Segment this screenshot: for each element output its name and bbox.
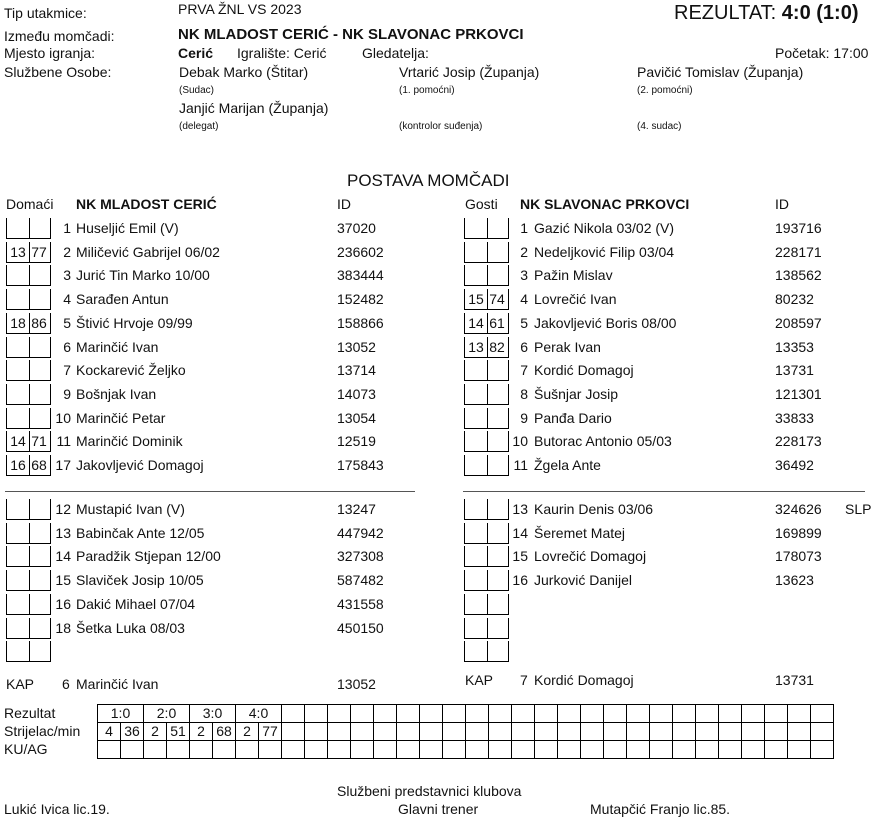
izmedu-label: Između momčadi:: [4, 28, 115, 44]
player-id: 13623: [775, 572, 814, 589]
player-name: Kockarević Željko: [76, 362, 186, 379]
minute-box: [6, 641, 30, 662]
official-role: (2. pomoćni): [637, 85, 693, 96]
minute-box: 16: [6, 455, 30, 476]
official-role: (Sudac): [179, 85, 215, 96]
score-grid-cell: [420, 705, 443, 723]
score-grid-cell: [788, 705, 811, 723]
minute-box: 15: [464, 289, 488, 310]
player-name: Miličević Gabrijel 06/02: [76, 243, 220, 260]
score-grid-cell: [443, 705, 466, 723]
minute-box: [28, 641, 51, 662]
player-id: 228171: [775, 243, 822, 260]
score-grid-cell: 2:0: [144, 705, 190, 723]
mjesto-value: Cerić: [178, 45, 214, 61]
kuag-row-label: KU/AG: [4, 741, 48, 757]
official-name: Vrtarić Josip (Županja): [399, 64, 540, 80]
score-grid-cell: [374, 705, 397, 723]
rezultat-value: 4:0 (1:0): [781, 2, 859, 24]
player-name: Gazić Nikola 03/02 (V): [534, 220, 675, 236]
minute-box: [464, 618, 488, 639]
player-name: Kordić Domagoj: [534, 362, 634, 379]
player-name: Marinčić Petar: [76, 409, 166, 426]
away-team: NK SLAVONAC PRKOVCI: [520, 196, 690, 212]
score-grid-cell: [282, 741, 305, 759]
score-grid-cell: [466, 705, 489, 723]
player-number: 14: [55, 548, 71, 565]
player-id: 121301: [775, 385, 822, 402]
minute-box: [6, 408, 30, 429]
score-grid-cell: [420, 741, 443, 759]
player-id: 175843: [337, 457, 384, 473]
score-grid-cell: [788, 741, 811, 759]
score-grid-cell: [765, 723, 788, 741]
score-grid-cell: 2: [236, 723, 259, 741]
score-grid-cell: [535, 741, 558, 759]
score-grid-row: [98, 723, 834, 741]
player-number: 13: [512, 501, 528, 517]
player-name: Lovrečić Ivan: [534, 291, 617, 308]
player-name: Panđa Dario: [534, 409, 612, 426]
score-grid-cell: [512, 723, 535, 741]
score-grid-cell: 3:0: [190, 705, 236, 723]
minute-box: [464, 384, 488, 405]
score-grid-cell: [811, 741, 834, 759]
player-number: 2: [63, 243, 71, 260]
score-grid-cell: [650, 723, 673, 741]
official-role: (4. sudac): [637, 121, 682, 132]
player-name: Slaviček Josip 10/05: [76, 572, 204, 589]
match-teams: NK MLADOST CERIĆ - NK SLAVONAC PRKOVCI: [178, 26, 524, 43]
player-id: 80232: [775, 291, 814, 308]
player-name: Huseljić Emil (V): [76, 220, 179, 236]
player-name: Mustapić Ivan (V): [76, 501, 185, 517]
away-side-label: Gosti: [465, 196, 498, 212]
score-grid-cell: [535, 705, 558, 723]
osobe-label: Službene Osobe:: [4, 64, 112, 80]
player-id: 383444: [337, 267, 384, 284]
score-grid-cell: [535, 723, 558, 741]
strijelac-row-label: Strijelac/min: [4, 723, 81, 739]
score-grid-cell: [558, 723, 581, 741]
score-grid-cell: [558, 741, 581, 759]
player-id: 13247: [337, 501, 376, 517]
player-name: Butorac Antonio 05/03: [534, 433, 672, 450]
player-number: 4: [520, 291, 528, 308]
player-id: 13731: [775, 362, 814, 379]
minute-box: [6, 218, 30, 239]
home-kap-id: 13052: [337, 676, 376, 692]
minute-box: [464, 242, 488, 263]
score-grid-cell: [328, 741, 351, 759]
official-role: (1. pomoćni): [399, 85, 455, 96]
score-grid-cell: [305, 705, 328, 723]
official-role: (kontrolor suđenja): [399, 121, 483, 132]
score-grid-cell: [719, 723, 742, 741]
tip-value: PRVA ŽNL VS 2023: [178, 1, 302, 17]
player-number: 2: [520, 243, 528, 260]
score-grid-cell: [512, 705, 535, 723]
away-kap-name: Kordić Domagoj: [534, 672, 634, 688]
score-grid-cell: 4:0: [236, 705, 282, 723]
player-id: 158866: [337, 314, 384, 331]
score-grid-cell: [98, 741, 121, 759]
score-grid-cell: [489, 705, 512, 723]
official-role: (delegat): [179, 121, 219, 132]
score-grid-cell: [236, 741, 259, 759]
minute-box: [486, 641, 509, 662]
player-id: 33833: [775, 409, 814, 426]
minute-box: [6, 570, 30, 591]
igraliste: Igralište: Cerić: [237, 45, 327, 61]
minute-box: [464, 431, 488, 452]
score-grid-cell: [305, 741, 328, 759]
player-name: Marinčić Dominik: [76, 433, 183, 450]
player-id: 152482: [337, 291, 384, 308]
score-grid-cell: [627, 741, 650, 759]
score-grid-cell: [466, 741, 489, 759]
score-grid-cell: [696, 741, 719, 759]
minute-box: [486, 618, 509, 639]
home-team: NK MLADOST CERIĆ: [76, 196, 217, 212]
player-id: 228173: [775, 433, 822, 450]
score-grid-cell: [167, 741, 190, 759]
minute-box: [6, 265, 30, 286]
player-number: 8: [520, 385, 528, 402]
score-grid-cell: [719, 741, 742, 759]
score-grid-cell: [328, 705, 351, 723]
representative-role: Glavni trener: [398, 801, 479, 817]
tip-label: Tip utakmice:: [4, 5, 87, 21]
player-number: 18: [55, 619, 71, 636]
score-grid-cell: 36: [121, 723, 144, 741]
player-name: Paradžik Stjepan 12/00: [76, 548, 221, 565]
score-grid-cell: [466, 723, 489, 741]
player-name: Perak Ivan: [534, 338, 601, 355]
home-kap-label: KAP: [6, 676, 35, 692]
official-name: Janjić Marijan (Županja): [179, 100, 329, 116]
away-kap-id: 13731: [775, 672, 814, 688]
minute-box: [464, 570, 488, 591]
score-grid-cell: [581, 741, 604, 759]
player-name: Jurković Danijel: [534, 572, 633, 589]
player-number: 17: [55, 457, 71, 473]
player-id: 37020: [337, 220, 376, 236]
minute-box: 71: [28, 431, 51, 452]
player-number: 3: [63, 267, 71, 284]
player-number: 6: [63, 338, 71, 355]
score-grid-cell: [742, 741, 765, 759]
player-number: 10: [512, 433, 528, 450]
player-number: 12: [55, 501, 71, 517]
player-name: Nedeljković Filip 03/04: [534, 243, 675, 260]
score-grid-cell: [190, 741, 213, 759]
score-grid-cell: [581, 723, 604, 741]
away-kap-no: 7: [520, 672, 528, 688]
minute-box: [6, 289, 30, 310]
player-id: 208597: [775, 314, 822, 331]
player-id: 13052: [337, 338, 376, 355]
player-id: 138562: [775, 267, 822, 284]
score-grid-row: [98, 741, 834, 759]
player-name: Žgela Ante: [534, 457, 601, 473]
minute-box: 13: [464, 337, 488, 358]
minute-box: [464, 408, 488, 429]
player-id: 324626: [775, 501, 822, 517]
home-id-label: ID: [337, 196, 351, 212]
home-side-label: Domaći: [6, 196, 54, 212]
player-name: Sarađen Antun: [76, 291, 169, 308]
minute-box: [6, 546, 30, 567]
official-name: Debak Marko (Štitar): [179, 64, 309, 80]
score-grid-cell: [765, 705, 788, 723]
player-id: 12519: [337, 433, 376, 450]
player-number: 16: [512, 572, 528, 589]
player-id: 13714: [337, 362, 376, 379]
away-representative: Mutapčić Franjo lic.85.: [590, 801, 731, 817]
score-grid-cell: [673, 705, 696, 723]
player-number: 1: [63, 220, 71, 236]
score-grid-cell: [673, 723, 696, 741]
home-kap-no: 6: [62, 676, 70, 692]
minute-box: [464, 499, 488, 520]
score-grid-cell: [719, 705, 742, 723]
away-id-label: ID: [775, 196, 789, 212]
score-grid-cell: [742, 723, 765, 741]
score-grid-cell: [581, 705, 604, 723]
score-grid-cell: [696, 705, 719, 723]
score-grid-cell: [397, 723, 420, 741]
minute-box: [6, 360, 30, 381]
player-id: 236602: [337, 243, 384, 260]
rezultat: [674, 1, 859, 25]
score-grid-cell: 68: [213, 723, 236, 741]
player-id: 13054: [337, 409, 376, 426]
score-grid-cell: [374, 741, 397, 759]
score-grid-cell: [650, 705, 673, 723]
minute-box: [464, 641, 488, 662]
player-number: 5: [520, 314, 528, 331]
pocetak: Početak: 17:00: [775, 45, 869, 61]
minute-box: [464, 546, 488, 567]
rezultat-label: REZULTAT:: [674, 2, 777, 24]
minute-box: [464, 218, 488, 239]
score-grid-cell: [765, 741, 788, 759]
player-number: 14: [512, 524, 528, 541]
player-number: 4: [63, 291, 71, 308]
gledatelja: Gledatelja:: [362, 45, 429, 61]
minute-box: [6, 337, 30, 358]
home-representative: Lukić Ivica lic.19.: [4, 801, 110, 817]
score-grid-cell: [811, 723, 834, 741]
player-number: 15: [55, 572, 71, 589]
player-number: 15: [512, 548, 528, 565]
player-id: 36492: [775, 457, 814, 473]
player-number: 16: [55, 595, 71, 612]
score-grid-cell: 77: [259, 723, 282, 741]
player-number: 11: [56, 433, 71, 450]
player-number: 3: [520, 267, 528, 284]
score-grid-cell: [121, 741, 144, 759]
minute-box: [464, 523, 488, 544]
score-grid-cell: [351, 705, 374, 723]
score-grid-cell: [328, 723, 351, 741]
home-kap-name: Marinčić Ivan: [76, 676, 159, 692]
player-id: 587482: [337, 572, 384, 589]
score-grid-cell: [489, 723, 512, 741]
player-number: 13: [55, 524, 71, 541]
minute-box: [6, 594, 30, 615]
score-grid-cell: [443, 741, 466, 759]
player-number: 9: [63, 385, 71, 402]
score-grid-cell: [627, 705, 650, 723]
away-divider: [463, 491, 865, 492]
minute-box: 77: [28, 242, 51, 263]
player-name: Šeremet Matej: [534, 524, 626, 541]
score-grid-cell: [811, 705, 834, 723]
player-number: 5: [63, 314, 71, 331]
minute-box: 61: [486, 313, 509, 334]
minute-box: [464, 455, 488, 476]
player-id: 447942: [337, 524, 384, 541]
minute-box: 14: [6, 431, 30, 452]
lineup-title: POSTAVA MOMČADI: [347, 171, 510, 190]
player-name: Šušnjar Josip: [534, 385, 619, 402]
minute-box: [6, 618, 30, 639]
rezultat-row-label: Rezultat: [4, 705, 56, 721]
minute-box: [464, 265, 488, 286]
minute-box: [6, 523, 30, 544]
player-id: 431558: [337, 595, 384, 612]
minute-box: 86: [28, 313, 51, 334]
score-grid-cell: [742, 705, 765, 723]
minute-box: [486, 594, 509, 615]
player-name: Jurić Tin Marko 10/00: [76, 267, 210, 284]
score-grid-cell: [558, 705, 581, 723]
score-grid-cell: [673, 741, 696, 759]
player-number: 11: [513, 457, 528, 473]
score-grid-cell: [512, 741, 535, 759]
player-id: 14073: [337, 385, 376, 402]
score-grid-cell: [443, 723, 466, 741]
score-grid-cell: [351, 723, 374, 741]
score-table: [97, 704, 834, 759]
score-grid-cell: [351, 741, 374, 759]
player-name: Šetka Luka 08/03: [76, 619, 185, 636]
score-grid-cell: [604, 741, 627, 759]
player-name: Kaurin Denis 03/06: [534, 501, 654, 517]
score-grid-cell: 2: [144, 723, 167, 741]
player-name: Dakić Mihael 07/04: [76, 595, 196, 612]
minute-box: [6, 499, 30, 520]
player-number: 1: [520, 220, 528, 236]
player-name: Marinčić Ivan: [76, 338, 159, 355]
player-id: 169899: [775, 524, 822, 541]
score-grid-cell: [604, 705, 627, 723]
score-grid-row: [98, 705, 834, 723]
score-grid-cell: [144, 741, 167, 759]
score-grid-cell: 1:0: [98, 705, 144, 723]
away-kap-label: KAP: [465, 672, 494, 688]
score-grid-cell: [259, 741, 282, 759]
score-grid-cell: [282, 723, 305, 741]
score-grid-cell: [489, 741, 512, 759]
minute-box: [6, 384, 30, 405]
score-grid-cell: [650, 741, 673, 759]
player-name: Štivić Hrvoje 09/99: [76, 314, 193, 331]
player-number: 10: [55, 409, 71, 426]
mjesto-label: Mjesto igranja:: [4, 45, 96, 61]
player-number: 6: [520, 338, 528, 355]
player-id: 450150: [337, 619, 384, 636]
minute-box: [464, 594, 488, 615]
player-name: Jakovljević Boris 08/00: [534, 314, 677, 331]
home-divider: [5, 491, 415, 492]
score-grid-cell: [696, 723, 719, 741]
minute-box: 13: [6, 242, 30, 263]
player-id: 13353: [775, 338, 814, 355]
player-id: 193716: [775, 220, 822, 236]
minute-box: 82: [486, 337, 509, 358]
score-grid-cell: [282, 705, 305, 723]
minute-box: 74: [486, 289, 509, 310]
score-grid-cell: 2: [190, 723, 213, 741]
minute-box: [464, 360, 488, 381]
minute-box: 68: [28, 455, 51, 476]
player-id: 327308: [337, 548, 384, 565]
player-name: Lovrečić Domagoj: [534, 548, 647, 565]
player-number: 7: [520, 362, 528, 379]
score-grid-cell: [788, 723, 811, 741]
official-name: Pavičić Tomislav (Županja): [637, 64, 804, 80]
score-grid-cell: [374, 723, 397, 741]
score-grid-cell: [420, 723, 443, 741]
player-name: Pažin Mislav: [534, 267, 613, 284]
player-number: 9: [520, 409, 528, 426]
score-grid-cell: [213, 741, 236, 759]
player-name: Jakovljević Domagoj: [76, 457, 204, 473]
score-grid-cell: [604, 723, 627, 741]
score-grid-cell: 4: [98, 723, 121, 741]
footer-title: Službeni predstavnici klubova: [337, 783, 522, 799]
player-name: Bošnjak Ivan: [76, 385, 157, 402]
score-grid-cell: [397, 705, 420, 723]
player-number: 7: [63, 362, 71, 379]
score-grid-cell: 51: [167, 723, 190, 741]
minute-box: 18: [6, 313, 30, 334]
score-grid-cell: [627, 723, 650, 741]
player-id: 178073: [775, 548, 822, 565]
player-extra: SLP: [845, 501, 872, 517]
score-grid-cell: [397, 741, 420, 759]
minute-box: 14: [464, 313, 488, 334]
player-name: Babinčak Ante 12/05: [76, 524, 205, 541]
score-grid-cell: [305, 723, 328, 741]
